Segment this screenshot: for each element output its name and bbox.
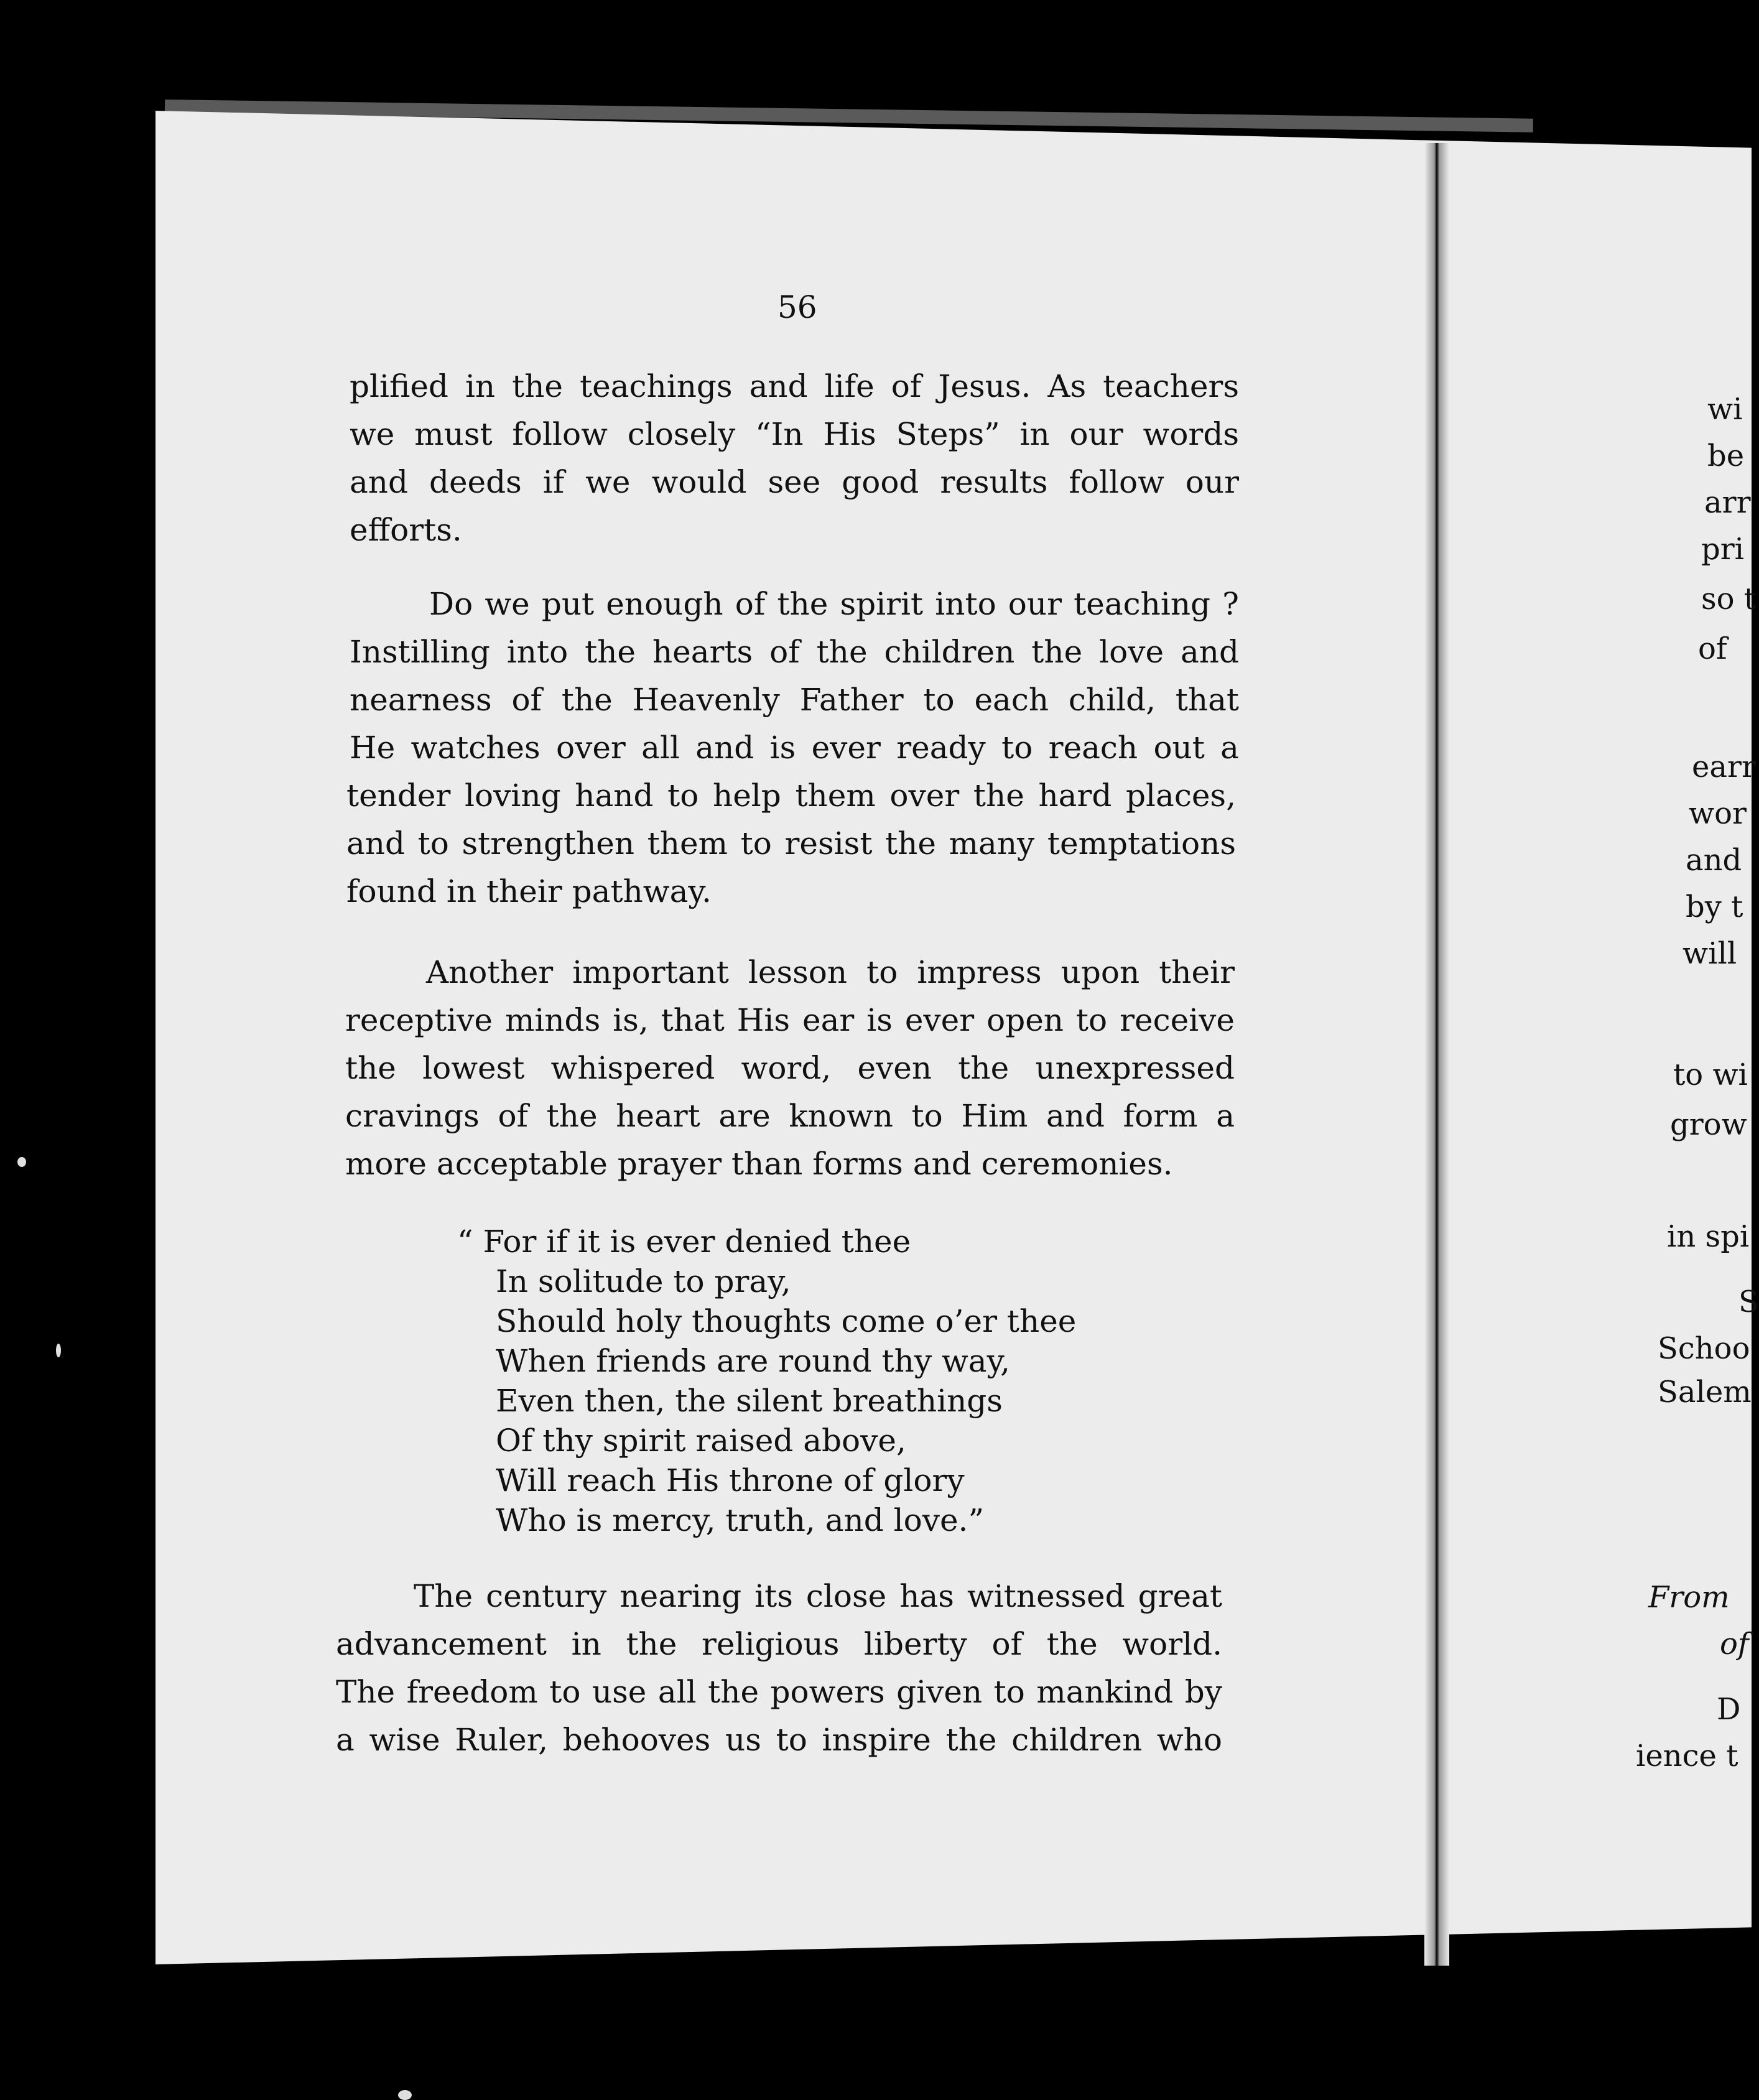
poem-line: Of thy spirit raised above, bbox=[496, 1423, 906, 1459]
fragment-line: S bbox=[1738, 1285, 1759, 1319]
text-line: tender loving hand to help them over the hard places, bbox=[346, 778, 1236, 814]
fragment-line: so t bbox=[1701, 582, 1757, 616]
text-line: the lowest whispered word, even the unexpressed bbox=[345, 1050, 1235, 1086]
fragment-line: ience t bbox=[1636, 1739, 1738, 1773]
poem-line: In solitude to pray, bbox=[496, 1263, 791, 1299]
book-gutter bbox=[1424, 143, 1449, 1966]
poem-line: When friends are round thy way, bbox=[496, 1343, 1011, 1379]
page-number: 56 bbox=[777, 289, 817, 325]
scan-speck bbox=[398, 2090, 412, 2100]
text-line: Do we put enough of the spirit into our teaching ? bbox=[429, 586, 1239, 622]
poem-line: Will reach His throne of glory bbox=[496, 1462, 965, 1498]
text-line: and to strengthen them to resist the many temptations bbox=[346, 825, 1236, 862]
text-line: we must follow closely “In His Steps” in our words bbox=[350, 416, 1239, 452]
fragment-line: grow bbox=[1670, 1107, 1747, 1142]
text-line: He watches over all and is ever ready to reach out a bbox=[350, 730, 1239, 766]
poem-line: Should holy thoughts come o’er thee bbox=[496, 1303, 1077, 1339]
text-line: cravings of the heart are known to Him and form a bbox=[345, 1098, 1235, 1134]
fragment-line: of bbox=[1720, 1627, 1749, 1661]
fragment-line: and bbox=[1686, 843, 1742, 878]
poem-line: Even then, the silent breathings bbox=[496, 1383, 1003, 1419]
fragment-line: wor bbox=[1689, 796, 1747, 831]
poem-line: “ For if it is ever denied thee bbox=[457, 1224, 911, 1260]
fragment-line: wi bbox=[1707, 392, 1743, 427]
fragment-line: arr bbox=[1704, 485, 1751, 520]
text-line: a wise Ruler, behooves us to inspire the children who bbox=[336, 1722, 1222, 1758]
fragment-line: will bbox=[1682, 936, 1737, 971]
poem-line: Who is mercy, truth, and love.” bbox=[496, 1502, 985, 1538]
fragment-line: pri bbox=[1701, 532, 1745, 567]
fragment-line: of bbox=[1698, 631, 1727, 666]
text-line: found in their pathway. bbox=[346, 873, 712, 909]
text-line: plified in the teachings and life of Jesus. As teachers bbox=[350, 368, 1239, 404]
fragment-line: by t bbox=[1686, 890, 1743, 924]
text-line: Instilling into the hearts of the children the love and bbox=[350, 634, 1239, 670]
fragment-line: Salem bbox=[1658, 1375, 1752, 1410]
text-line: Another important lesson to impress upon their bbox=[426, 954, 1235, 990]
fragment-line: D bbox=[1717, 1692, 1741, 1727]
text-line: receptive minds is, that His ear is ever open to receive bbox=[345, 1002, 1235, 1038]
text-line: more acceptable prayer than forms and ceremonies. bbox=[345, 1146, 1173, 1182]
fragment-line: to wi bbox=[1673, 1057, 1748, 1092]
text-line: and deeds if we would see good results follow our bbox=[350, 464, 1239, 500]
text-line: The freedom to use all the powers given to mankind by bbox=[336, 1674, 1222, 1710]
text-line: efforts. bbox=[350, 512, 462, 548]
text-line: The century nearing its close has witnessed great bbox=[414, 1578, 1222, 1614]
text-line: advancement in the religious liberty of the world. bbox=[336, 1626, 1222, 1662]
scan-speck bbox=[17, 1157, 26, 1167]
fragment-line: in spi bbox=[1667, 1219, 1750, 1254]
fragment-line: From bbox=[1648, 1580, 1730, 1615]
text-line: nearness of the Heavenly Father to each child, that bbox=[350, 682, 1239, 718]
scan-speck bbox=[56, 1344, 61, 1357]
fragment-line: earr bbox=[1692, 750, 1756, 784]
fragment-line: Schoo bbox=[1658, 1331, 1750, 1366]
fragment-line: be bbox=[1707, 439, 1745, 473]
